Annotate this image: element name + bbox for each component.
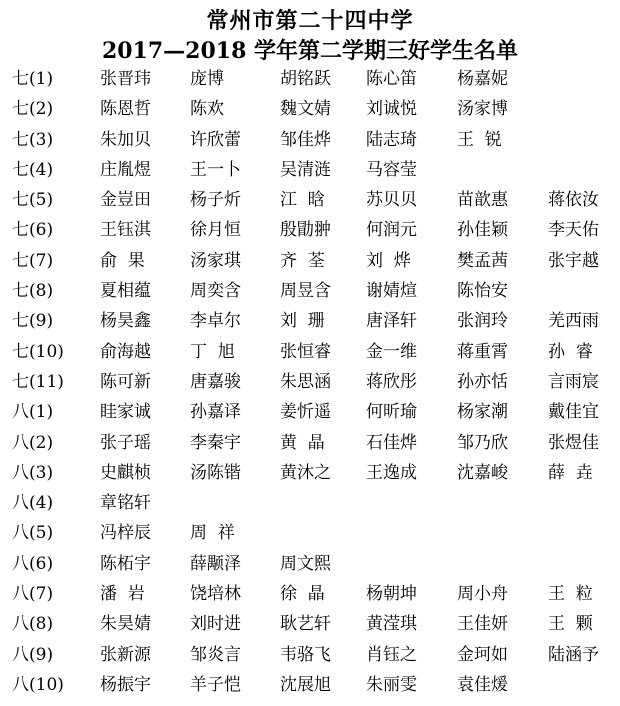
student-name: 陈恩哲 <box>100 99 151 120</box>
student-name: 袁佳煖 <box>457 674 508 695</box>
student-name: 张恒睿 <box>280 341 331 362</box>
student-name: 杨振宇 <box>100 674 151 695</box>
student-name: 朱加贝 <box>100 129 151 150</box>
student-name: 孙嘉译 <box>190 402 241 423</box>
student-name: 苗歆惠 <box>457 190 508 211</box>
student-name: 魏文婧 <box>280 99 331 120</box>
student-name: 齐 荃 <box>280 250 325 271</box>
class-row <box>0 246 620 276</box>
student-name: 张晋玮 <box>100 69 151 89</box>
student-name: 杨子炘 <box>190 190 241 211</box>
class-label: 七(2) <box>12 99 54 120</box>
class-row <box>0 518 620 548</box>
student-name: 石佳烨 <box>366 432 417 453</box>
student-name: 刘诚悦 <box>366 99 417 120</box>
class-label: 八(10) <box>12 674 64 695</box>
student-name: 王钰淇 <box>100 220 151 241</box>
class-row <box>0 609 620 639</box>
class-label: 七(4) <box>12 159 54 180</box>
class-row <box>0 185 620 215</box>
class-row <box>0 579 620 609</box>
student-name: 杨家潮 <box>457 402 508 423</box>
class-row <box>0 367 620 397</box>
student-name: 邹炎言 <box>190 644 241 665</box>
class-label: 七(1) <box>12 69 54 89</box>
student-name: 江 晗 <box>280 190 325 211</box>
student-name: 眭家诚 <box>100 402 151 423</box>
student-name: 陆志琦 <box>366 129 417 150</box>
student-name: 丁 旭 <box>190 341 235 362</box>
student-name: 陆涵予 <box>548 644 599 665</box>
student-name: 冯梓辰 <box>100 523 151 544</box>
student-name: 蒋重霄 <box>457 341 508 362</box>
student-name: 吴清涟 <box>280 159 331 180</box>
class-label: 八(9) <box>12 644 54 665</box>
class-row <box>0 640 620 670</box>
class-row <box>0 488 620 518</box>
student-name: 王 颗 <box>548 614 593 635</box>
student-name: 杨嘉妮 <box>457 69 508 89</box>
student-name: 杨昊鑫 <box>100 311 151 332</box>
class-row <box>0 155 620 185</box>
student-name: 薛颙泽 <box>190 553 241 574</box>
student-name: 王一卜 <box>190 159 241 180</box>
student-name: 王佳妍 <box>457 614 508 635</box>
student-name: 黄 晶 <box>280 432 325 453</box>
student-name: 金珂如 <box>457 644 508 665</box>
student-name: 李秦宇 <box>190 432 241 453</box>
class-label: 八(1) <box>12 402 54 423</box>
student-name: 黄沐之 <box>280 462 331 483</box>
student-name: 何昕瑜 <box>366 402 417 423</box>
student-name: 蒋依汝 <box>548 190 599 211</box>
student-name: 朱丽雯 <box>366 674 417 695</box>
class-row <box>0 458 620 488</box>
student-name: 刘 珊 <box>280 311 325 332</box>
student-name: 羌西雨 <box>548 311 599 332</box>
student-name: 谢婧煊 <box>366 281 417 302</box>
student-name: 周文熙 <box>280 553 331 574</box>
student-name: 饶培林 <box>190 584 241 605</box>
class-label: 七(9) <box>12 311 54 332</box>
student-name: 张煜佳 <box>548 432 599 453</box>
student-name: 沈嘉峻 <box>457 462 508 483</box>
student-name: 夏相蕴 <box>100 281 151 302</box>
class-label: 七(10) <box>12 341 64 362</box>
class-label: 八(2) <box>12 432 54 453</box>
student-name: 蒋欣彤 <box>366 371 417 392</box>
student-name: 汤陈锴 <box>190 462 241 483</box>
student-name: 周小舟 <box>457 584 508 605</box>
class-row <box>0 125 620 155</box>
student-name: 张宇越 <box>548 250 599 271</box>
student-name: 王 粒 <box>548 584 593 605</box>
student-name: 周奕含 <box>190 281 241 302</box>
student-name: 金豈田 <box>100 190 151 211</box>
class-label: 八(8) <box>12 614 54 635</box>
class-row <box>0 337 620 367</box>
student-name: 李卓尔 <box>190 311 241 332</box>
student-name: 孙亦恬 <box>457 371 508 392</box>
student-name: 庄胤煜 <box>100 159 151 180</box>
class-label: 八(7) <box>12 584 54 605</box>
class-row <box>0 306 620 336</box>
class-label: 七(3) <box>12 129 54 150</box>
student-name: 邹乃欣 <box>457 432 508 453</box>
student-name: 张润玲 <box>457 311 508 332</box>
school-title: 常州市第二十四中学 <box>206 8 414 34</box>
list-subtitle: 2017—2018 学年第二学期三好学生名单 <box>101 38 519 64</box>
student-name: 肖钰之 <box>366 644 417 665</box>
class-row <box>0 276 620 306</box>
class-label: 八(3) <box>12 462 54 483</box>
student-name: 许欣蕾 <box>190 129 241 150</box>
student-name: 言雨宸 <box>548 371 599 392</box>
student-name: 韦骆飞 <box>280 644 331 665</box>
student-name: 庞博 <box>190 69 224 89</box>
student-name: 汤家博 <box>457 99 508 120</box>
student-name: 朱昊婧 <box>100 614 151 635</box>
student-name: 苏贝贝 <box>366 190 417 211</box>
student-name: 唐泽轩 <box>366 311 417 332</box>
class-row <box>0 549 620 579</box>
student-name: 张子瑶 <box>100 432 151 453</box>
student-name: 史麒桢 <box>100 462 151 483</box>
student-name: 徐 晶 <box>280 584 325 605</box>
student-name: 戴佳宜 <box>548 402 599 423</box>
student-name: 章铭轩 <box>100 493 151 514</box>
student-name: 徐月恒 <box>190 220 241 241</box>
student-name: 刘时进 <box>190 614 241 635</box>
class-label: 七(7) <box>12 250 54 271</box>
student-name: 金一维 <box>366 341 417 362</box>
class-label: 八(6) <box>12 553 54 574</box>
student-name: 杨朝坤 <box>366 584 417 605</box>
class-row <box>0 215 620 245</box>
student-name: 陈可新 <box>100 371 151 392</box>
student-name: 孙 睿 <box>548 341 593 362</box>
student-name: 张新源 <box>100 644 151 665</box>
class-label: 七(6) <box>12 220 54 241</box>
student-name: 陈柘宇 <box>100 553 151 574</box>
student-name: 姜忻遥 <box>280 402 331 423</box>
student-name: 唐嘉骏 <box>190 371 241 392</box>
student-name: 孙佳颖 <box>457 220 508 241</box>
class-row <box>0 428 620 458</box>
student-name: 王逸成 <box>366 462 417 483</box>
class-label: 七(11) <box>12 371 64 392</box>
class-row <box>0 94 620 124</box>
student-name: 薛 垚 <box>548 462 593 483</box>
class-row <box>0 397 620 427</box>
student-name: 周昱含 <box>280 281 331 302</box>
honor-list <box>0 64 620 700</box>
class-label: 八(4) <box>12 493 54 514</box>
class-label: 七(8) <box>12 281 54 302</box>
student-name: 陈欢 <box>190 99 224 120</box>
student-name: 刘 烨 <box>366 250 411 271</box>
student-name: 耿艺轩 <box>280 614 331 635</box>
student-name: 邹佳烨 <box>280 129 331 150</box>
student-name: 潘 岩 <box>100 584 145 605</box>
class-row <box>0 64 620 94</box>
student-name: 陈怡安 <box>457 281 508 302</box>
student-name: 俞海越 <box>100 341 151 362</box>
student-name: 俞 果 <box>100 250 145 271</box>
class-label: 七(5) <box>12 190 54 211</box>
student-name: 殷勖翀 <box>280 220 331 241</box>
student-name: 周 祥 <box>190 523 235 544</box>
student-name: 樊孟茜 <box>457 250 508 271</box>
student-name: 王 锐 <box>457 129 502 150</box>
student-name: 何润元 <box>366 220 417 241</box>
student-name: 羊子恺 <box>190 674 241 695</box>
student-name: 黄滢琪 <box>366 614 417 635</box>
student-name: 陈心笛 <box>366 69 417 89</box>
student-name: 沈展旭 <box>280 674 331 695</box>
student-name: 胡铭跃 <box>280 69 331 89</box>
class-label: 八(5) <box>12 523 54 544</box>
student-name: 李天佑 <box>548 220 599 241</box>
class-row <box>0 670 620 700</box>
student-name: 马容莹 <box>366 159 417 180</box>
student-name: 汤家琪 <box>190 250 241 271</box>
student-name: 朱思涵 <box>280 371 331 392</box>
